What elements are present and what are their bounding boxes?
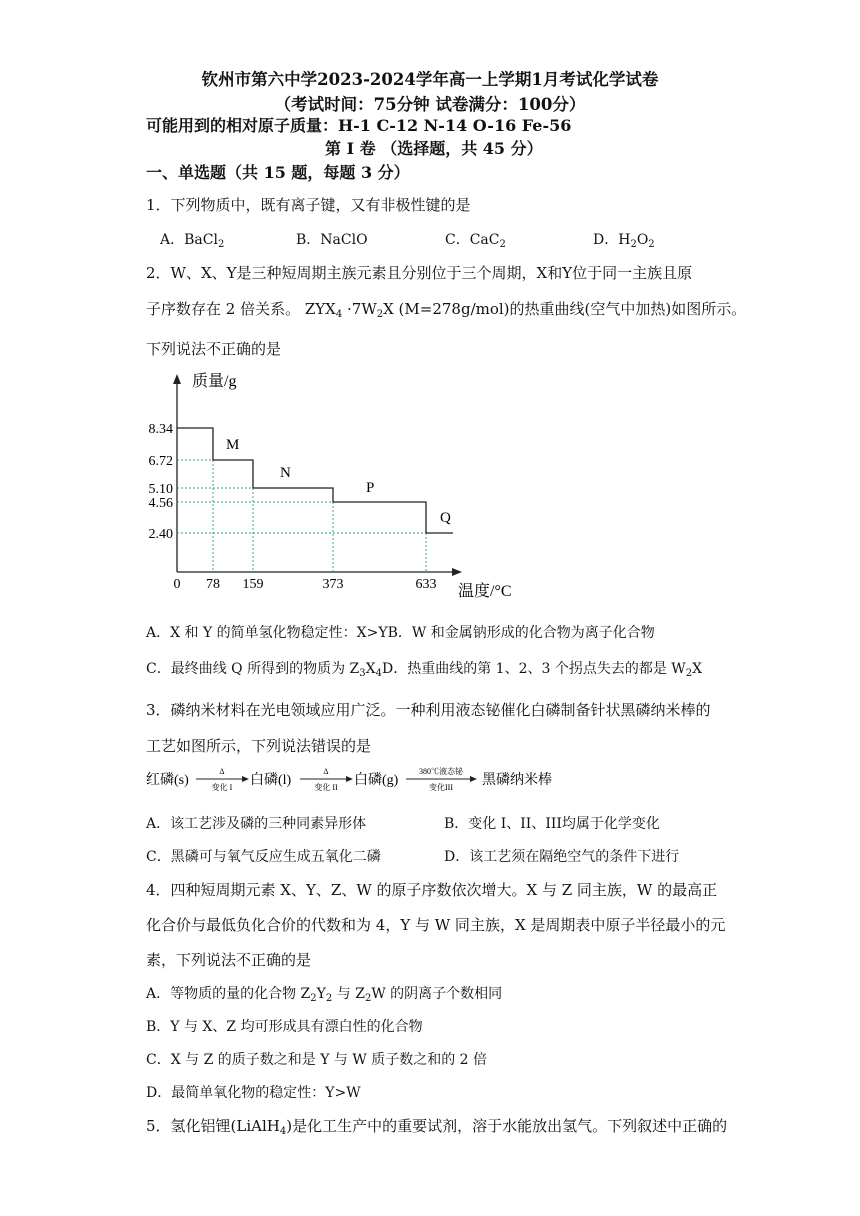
flow-arrow-3-bottom: 变化III [429, 783, 453, 792]
flow-arrow-1-top: Δ [219, 767, 225, 776]
volume-heading: 第 I 卷 （选择题，共 45 分） [325, 139, 543, 158]
arrow-icon [242, 776, 249, 782]
question-4-line-3: 素，下列说法不正确的是 [146, 951, 312, 969]
arrow-icon [470, 776, 477, 782]
x-tick-label: 0 [173, 577, 181, 592]
section-heading: 一、单选题（共 15 题，每题 3 分） [146, 163, 410, 182]
x-axis-arrow [452, 568, 462, 576]
mass-curve [177, 428, 453, 533]
question-3-option-a: A．该工艺涉及磷的三种同素异形体 [146, 816, 367, 832]
thermogravimetric-chart [140, 366, 540, 606]
x-tick-label: 159 [242, 577, 264, 592]
question-2-line-1: 2．W、X、Y是三种短周期主族元素且分别位于三个周期，X和Y位于同一主族且原 [146, 264, 693, 282]
exam-subtitle: （考试时间：75分钟 试卷满分：100分） [274, 95, 586, 114]
question-1-option-c: C．CaC$_2$ [445, 232, 506, 250]
flow-black-phosphorus-nanorod: 黑磷纳米棒 [482, 773, 552, 788]
question-2-options-ab: A．X 和 Y 的简单氢化物稳定性：X>YB．W 和金属钠形成的化合物为离子化合物 [146, 625, 655, 641]
question-1-option-d: D．$H_2O_2$ [593, 232, 655, 250]
flow-white-phosphorus-gas: 白磷(g) [354, 773, 399, 788]
x-tick-label: 633 [415, 577, 437, 592]
question-1-stem: 1．下列物质中，既有离子键，又有非极性键的是 [146, 196, 471, 214]
flow-white-phosphorus-liquid: 白磷(l) [250, 773, 292, 788]
flow-arrow-1-bottom: 变化 I [211, 783, 233, 792]
question-4-option-b: B．Y 与 X、Z 均可形成具有漂白性的化合物 [146, 1019, 423, 1035]
y-axis-label: 质量/g [192, 373, 237, 390]
segment-label-n: N [280, 465, 291, 481]
question-3-line-1: 3．磷纳米材料在光电领域应用广泛。一种利用液态铋催化白磷制备针状黑磷纳米棒的 [146, 701, 711, 719]
y-tick-label: 6.72 [148, 454, 173, 469]
question-4-option-d: D．最简单氧化物的稳定性：Y>W [146, 1085, 361, 1101]
arrow-icon [346, 776, 353, 782]
question-3-option-c: C．黑磷可与氧气反应生成五氧化二磷 [146, 849, 381, 865]
question-4-option-c: C．X 与 Z 的质子数之和是 Y 与 W 质子数之和的 2 倍 [146, 1052, 487, 1068]
segment-label-q: Q [440, 510, 451, 526]
y-axis-arrow [173, 374, 181, 384]
segment-label-m: M [226, 437, 240, 453]
question-3-option-b: B．变化 I、II、III均属于化学变化 [444, 816, 660, 832]
y-tick-label: 4.56 [148, 496, 173, 511]
question-2-options-cd: C．最终曲线 Q 所得到的物质为 $Z_3X_4D$．热重曲线的第 1、2、3 个拐点失去的都是 $W_2X$ [146, 661, 703, 679]
flow-red-phosphorus: 红磷(s) [146, 773, 189, 788]
question-4-line-1: 4．四种短周期元素 X、Y、Z、W 的原子序数依次增大。X 与 Z 同主族，W 的最高正 [146, 881, 718, 899]
question-3-line-2: 工艺如图所示，下列说法错误的是 [146, 737, 372, 755]
x-tick-label: 78 [206, 577, 220, 592]
segment-label-p: P [366, 480, 375, 496]
y-tick-label: 5.10 [148, 482, 173, 497]
question-1-option-a: A．BaCl$_2$ [160, 232, 225, 250]
question-1-option-b: B．NaClO [296, 232, 368, 248]
atomic-masses-line: 可能用到的相对原子质量：H-1 C-12 N-14 O-16 Fe-56 [146, 116, 572, 135]
y-tick-label: 2.40 [148, 527, 173, 542]
flow-arrow-3-top: 380℃液态铋 [419, 767, 463, 776]
x-tick-label: 373 [322, 577, 344, 592]
y-tick-label: 8.34 [148, 422, 173, 437]
exam-title: 钦州市第六中学2023-2024学年高一上学期1月考试化学试卷 [201, 70, 659, 89]
process-flow-diagram [146, 764, 686, 796]
question-4-option-a: A．等物质的量的化合物 $Z_2Y_2$ 与 $Z_2W$ 的阴离子个数相同 [146, 986, 503, 1004]
question-2-line-3: 下列说法不正确的是 [146, 340, 282, 358]
question-2-line-2: 子序数存在 2 倍关系。 $ZYX_4 \cdot 7W_2X$ (M=278g/mol)的热重曲线(空气中加热)如图所示。 [146, 300, 747, 320]
flow-arrow-2-bottom: 变化 II [314, 783, 338, 792]
question-5-line-1: 5．氢化铝锂(LiAlH$_4$)是化工生产中的重要试剂，溶于水能放出氢气。下列叙述中正确的 [146, 1117, 728, 1137]
x-axis-label: 温度/°C [458, 583, 512, 600]
question-4-line-2: 化合价与最低负化合价的代数和为 4，Y 与 W 同主族，X 是周期表中原子半径最小的元 [146, 916, 726, 934]
question-3-option-d: D．该工艺须在隔绝空气的条件下进行 [444, 849, 680, 865]
flow-arrow-2-top: Δ [323, 767, 329, 776]
